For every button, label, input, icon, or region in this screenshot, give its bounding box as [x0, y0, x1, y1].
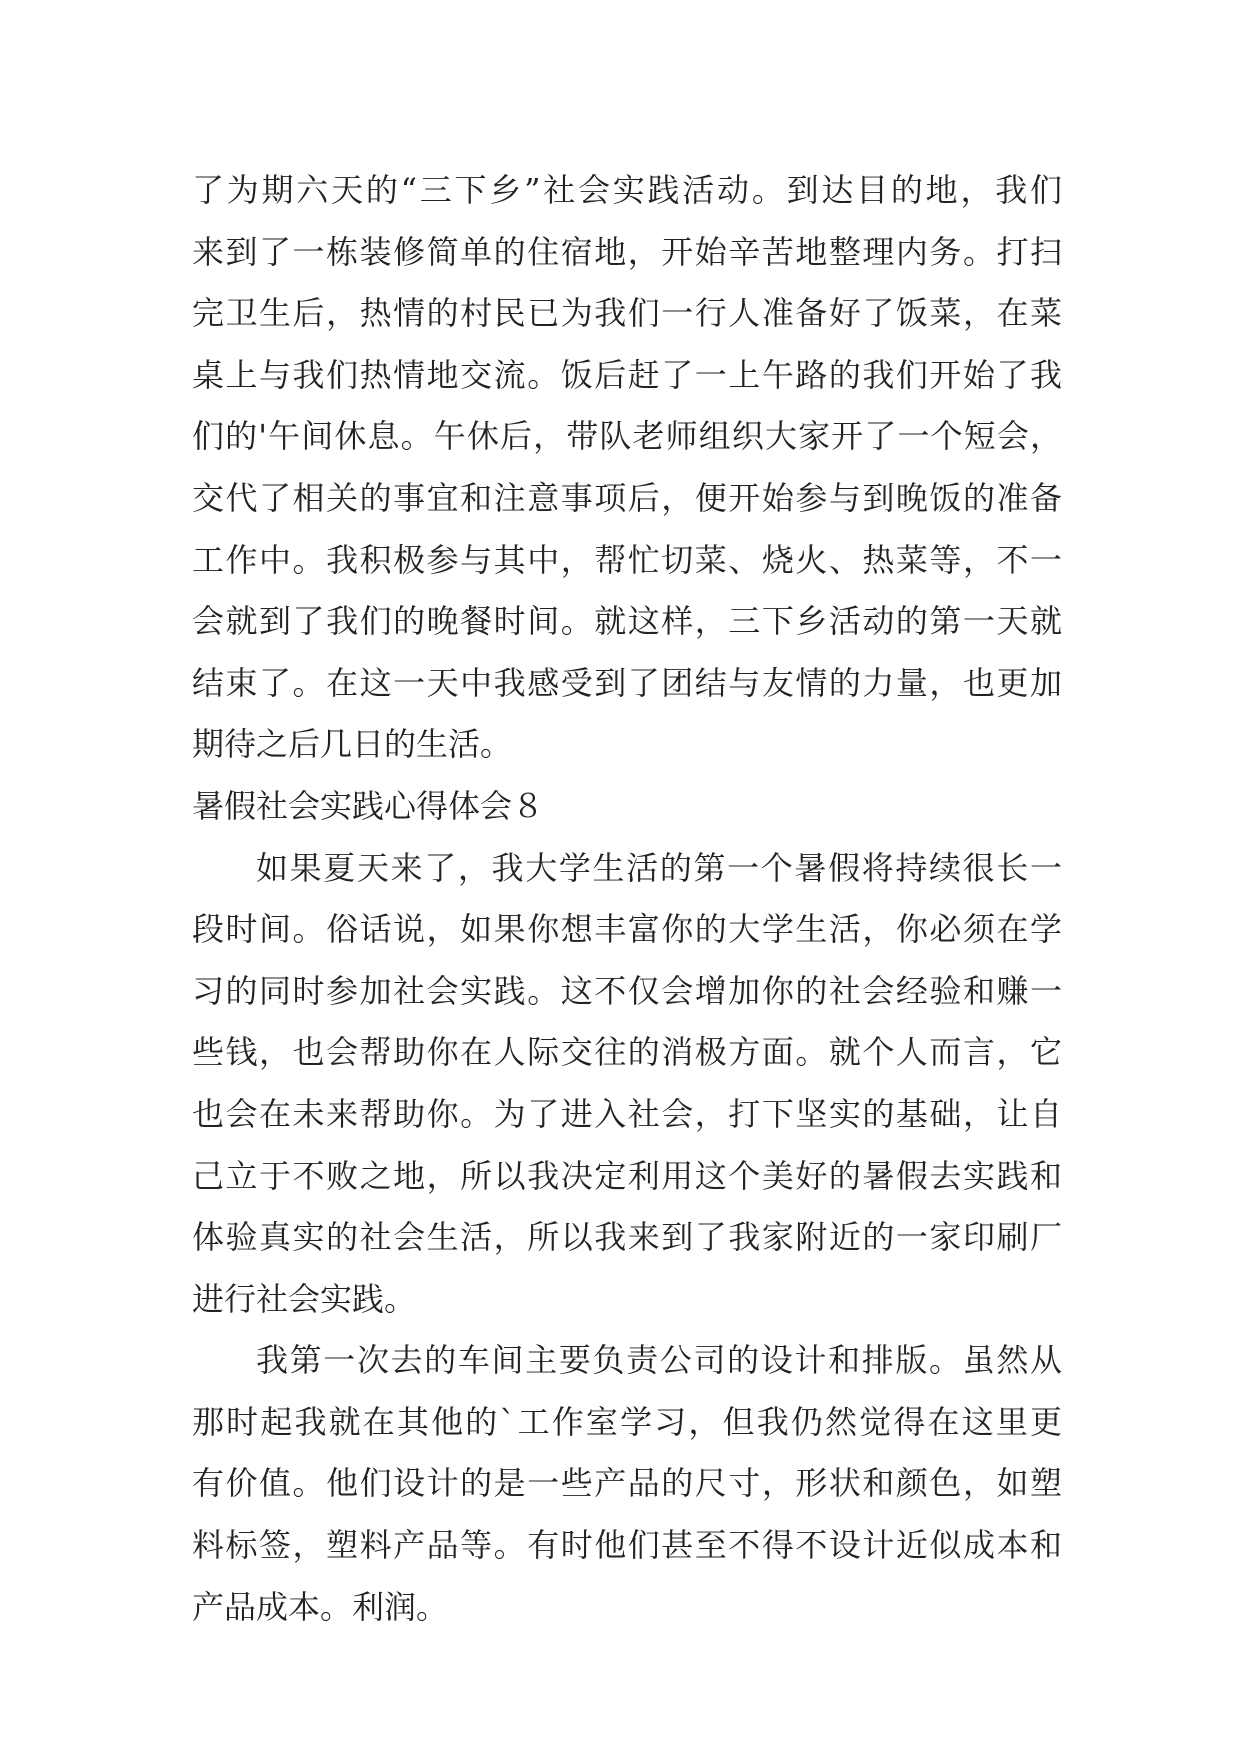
text-line: 完卫生后，热情的村民已为我们一行人准备好了饭菜，在菜 [192, 294, 1062, 333]
heading-text: 暑假社会实践心得体会８ [192, 786, 545, 825]
text-line: 期待之后几日的生活。 [192, 725, 513, 764]
section-heading [192, 776, 1062, 838]
paragraph [192, 160, 1062, 776]
text-line: 段时间。俗话说，如果你想丰富你的大学生活，你必须在学 [192, 910, 1062, 949]
text-line: 我第一次去的车间主要负责公司的设计和排版。虽然从 [256, 1341, 1062, 1380]
text-line: 习的同时参加社会实践。这不仅会增加你的社会经验和赚一 [192, 971, 1062, 1010]
text-line: 交代了相关的事宜和注意事项后，便开始参与到晚饭的准备 [192, 478, 1062, 517]
text-line: 那时起我就在其他的`工作室学习，但我仍然觉得在这里更 [192, 1402, 1062, 1441]
text-line: 有价值。他们设计的是一些产品的尺寸，形状和颜色，如塑 [192, 1464, 1062, 1503]
text-line: 工作中。我积极参与其中，帮忙切菜、烧火、热菜等，不一 [192, 540, 1062, 579]
text-line: 产品成本。利润。 [192, 1587, 449, 1626]
text-line: 料标签，塑料产品等。有时他们甚至不得不设计近似成本和 [192, 1526, 1062, 1565]
text-line: 会就到了我们的晚餐时间。就这样，三下乡活动的第一天就 [192, 602, 1062, 641]
text-line: 桌上与我们热情地交流。饭后赶了一上午路的我们开始了我 [192, 355, 1062, 394]
text-line: 了为期六天的“三下乡”社会实践活动。到达目的地，我们 [192, 171, 1062, 209]
text-line: 结束了。在这一天中我感受到了团结与友情的力量，也更加 [192, 663, 1062, 702]
text-line: 些钱，也会帮助你在人际交往的消极方面。就个人而言，它 [192, 1033, 1062, 1072]
paragraph [192, 838, 1062, 1331]
text-line: 们的'午间休息。午休后，带队老师组织大家开了一个短会， [192, 417, 1062, 456]
text-line: 进行社会实践。 [192, 1279, 417, 1318]
text-line: 如果夏天来了，我大学生活的第一个暑假将持续很长一 [256, 848, 1062, 887]
paragraph [192, 1330, 1062, 1638]
text-line: 体验真实的社会生活，所以我来到了我家附近的一家印刷厂 [192, 1218, 1062, 1257]
text-line: 己立于不败之地，所以我决定利用这个美好的暑假去实践和 [192, 1156, 1062, 1195]
document-body [192, 160, 1062, 1638]
text-line: 来到了一栋装修简单的住宿地，开始辛苦地整理内务。打扫 [192, 232, 1062, 271]
text-line: 也会在未来帮助你。为了进入社会，打下坚实的基础，让自 [192, 1094, 1062, 1133]
